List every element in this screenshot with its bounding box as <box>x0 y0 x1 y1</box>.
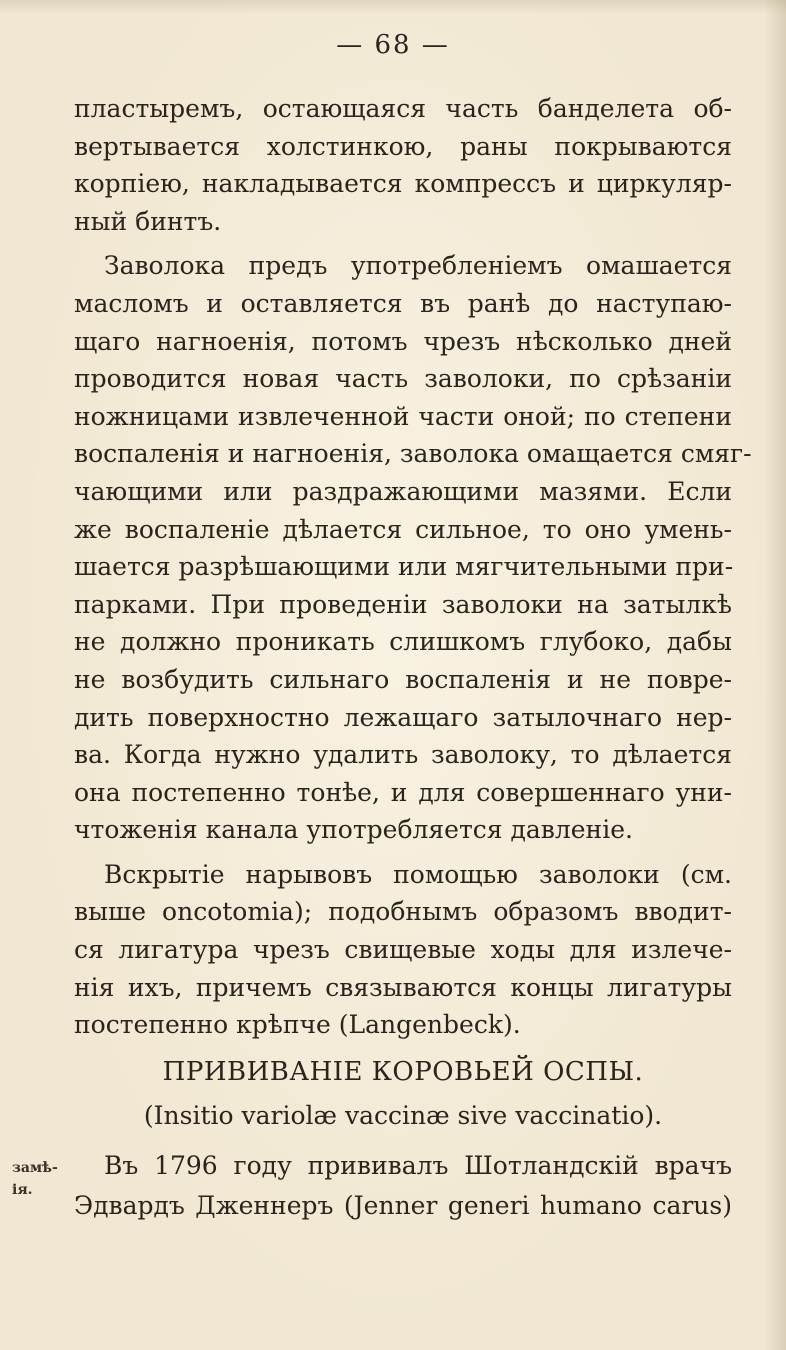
text-line: вертывается холстинкою, раны покрываются <box>74 131 732 161</box>
text-line: постепенно крѣпче (Langenbeck). <box>74 1010 521 1040</box>
text-line: ный бинтъ. <box>74 206 222 236</box>
text-line: масломъ и оставляется въ ранѣ до наступаю- <box>74 288 732 318</box>
text-line: парками. При проведенiи заволоки на затылкѣ <box>74 589 732 619</box>
margin-note-line: замѣ- <box>12 1160 58 1176</box>
paragraph-4 <box>74 1146 732 1226</box>
paragraph-2 <box>74 247 752 849</box>
margin-note <box>12 1157 58 1201</box>
page-number: — 68 — <box>336 30 450 60</box>
text-line: не возбудить сильнаго воспаленiя и не повре- <box>74 664 732 694</box>
text-line: нiя ихъ, причемъ связываются концы лигатуры <box>74 972 732 1002</box>
text-line: она постепенно тонѣе, и для совершеннаго уни- <box>74 777 732 807</box>
text-line: Въ 1796 году прививалъ Шотландскiй врачъ <box>104 1151 732 1180</box>
text-line: чающими или раздражающими мазями. Если <box>74 476 732 506</box>
text-line: ножницами извлеченной части оной; по степени <box>74 401 732 431</box>
text-line: ся лигатура чрезъ свищевые ходы для излече- <box>74 935 732 965</box>
text-line: шается разрѣшающими или мягчительными при- <box>74 552 734 582</box>
section-heading: ПРИВИВАНIЕ КОРОВЬЕЙ ОСПЫ. <box>162 1057 644 1087</box>
text-line: пластыремъ, остающаяся часть банделета об- <box>74 94 732 123</box>
text-line: не должно проникать слишкомъ глубоко, дабы <box>74 627 732 657</box>
text-line: корпiею, накладывается компрессъ и циркуляр- <box>74 169 732 199</box>
page-top-shadow <box>0 0 786 14</box>
text-line: проводится новая часть заволоки, по срѣзанiи <box>74 364 732 394</box>
text-line: Эдвардъ Дженнеръ (Jenner generi humano carus) <box>74 1191 732 1220</box>
text-line: Вскрытiе нарывовъ помощью заволоки (см. <box>104 859 732 889</box>
page-right-shadow <box>764 0 786 1350</box>
margin-note-line: iя. <box>12 1182 33 1198</box>
text-line: же воспаленiе дѣлается сильное, то оно умень- <box>74 514 732 544</box>
text-line: дить поверхностно лежащаго затылочнаго нер- <box>74 702 732 732</box>
paragraph-1 <box>74 90 732 240</box>
text-line: чтоженiя канала употребляется давленiе. <box>74 815 633 845</box>
text-line: щаго нагноенiя, потомъ чрезъ нѣсколько дней <box>74 326 732 356</box>
main-text <box>74 90 752 1044</box>
text-line: Заволока предъ употребленiемъ омашается <box>104 251 732 281</box>
text-line: выше oncotomia); подобнымъ образомъ вводит- <box>74 897 732 927</box>
paragraph-3 <box>74 856 732 1044</box>
section-subheading: (Insitio variolæ vaccinæ sive vaccinatio). <box>143 1101 663 1130</box>
text-line: воспаленiя и нагноенiя, заволока омащается смяг- <box>74 439 752 469</box>
text-line: ва. Когда нужно удалить заволоку, то дѣлается <box>74 740 732 770</box>
